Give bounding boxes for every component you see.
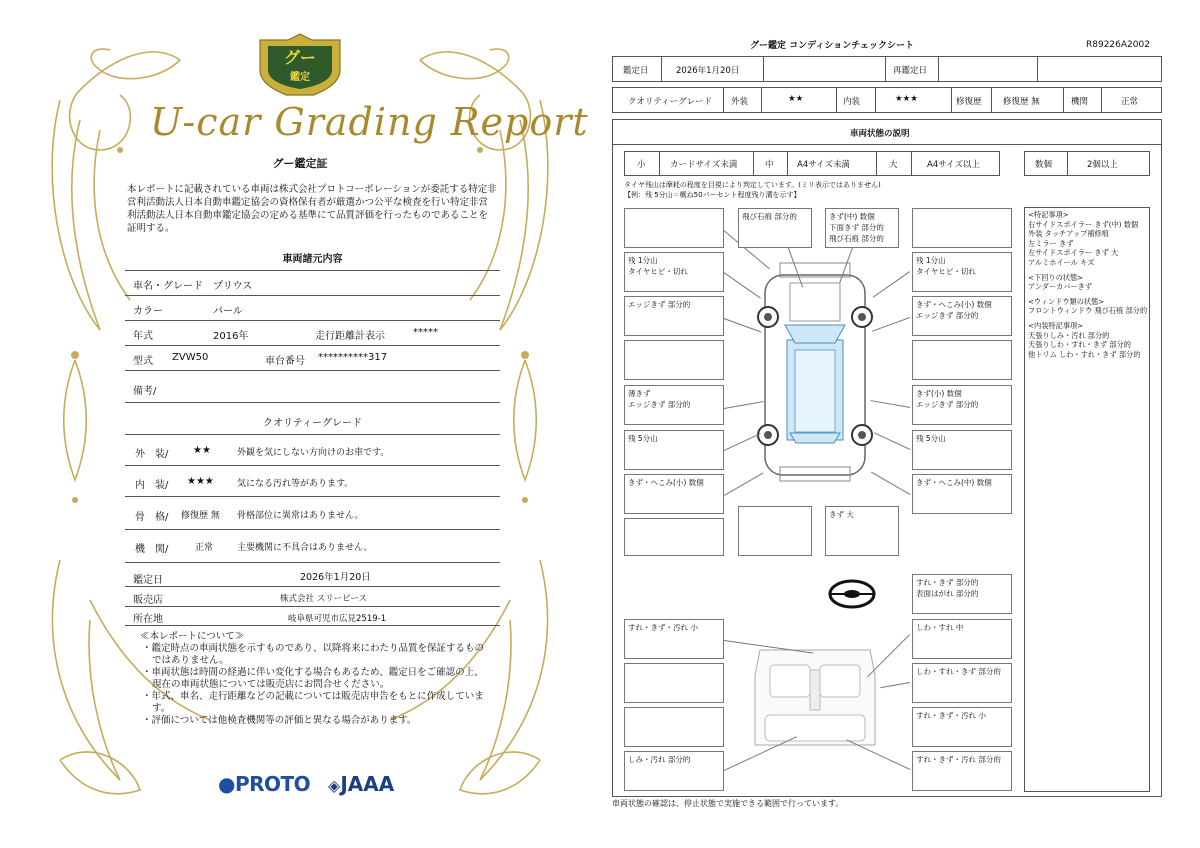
engine-label: 機 関/ <box>135 544 169 555</box>
condition-box-right-front-tire: 残 1分山 タイヤヒビ・切れ <box>912 252 1012 292</box>
size-small: 小 <box>637 160 646 170</box>
int-label: 内装 <box>843 97 861 107</box>
steering-wheel-icon <box>827 578 877 610</box>
count-desc: 2個以上 <box>1087 160 1118 170</box>
color-value: パール <box>213 306 243 317</box>
note-item: ・車両状態は時間の経過に伴い変化する場合もあるため、鑑定日をご確認の上、現在の車両状態については販売店にお問合せください。 <box>142 667 484 690</box>
condition-box-steering: すれ・きず 部分的 表面はがれ 部分的 <box>912 574 1012 614</box>
model-label: 型式 <box>133 356 153 367</box>
condition-box <box>624 340 724 380</box>
engine-row <box>125 530 500 563</box>
count-legend <box>1024 151 1150 176</box>
size-legend <box>624 151 1000 176</box>
chassis-value: **********317 <box>318 352 388 363</box>
exterior-stars: ★★ <box>193 445 211 456</box>
condition-box <box>624 707 724 747</box>
report-title: U-car Grading Report <box>150 100 589 144</box>
note-line: アンダーカバーきず <box>1028 282 1092 292</box>
remarks-row <box>125 374 500 403</box>
special-notes <box>1028 210 1152 359</box>
exterior-row <box>125 435 500 466</box>
frame-value: 修復歴 無 <box>181 511 220 521</box>
condition-box-interior: すれ・きず・汚れ 小 <box>624 619 724 659</box>
exterior-desc: 外観を気にしない方向けのお車です。 <box>237 448 390 458</box>
color-label: カラー <box>133 306 163 317</box>
notes-heading: <特記事項> <box>1028 210 1069 219</box>
interior-label: 内 装/ <box>135 480 169 491</box>
interior-row <box>125 466 500 497</box>
shop-value: 株式会社 スリーピース <box>280 594 367 604</box>
condition-box <box>624 208 724 248</box>
frame-desc: 骨格部位に異常はありません。 <box>237 511 364 521</box>
condition-box-left-bumper: きず・へこみ(小) 数個 <box>624 474 724 514</box>
condition-box <box>624 663 724 703</box>
notes-title: ≪本レポートについて≫ <box>140 631 245 642</box>
shop-label: 販売店 <box>133 595 163 606</box>
note-item: ・鑑定時点の車両状態を示すものであり、以降将来にわたり品質を保証するものではありません。 <box>142 643 485 666</box>
notes-heading: <ウィンドウ類の状態> <box>1028 296 1105 306</box>
date-label: 鑑定日 <box>623 66 649 76</box>
grade-label: クオリティーグレード <box>628 97 713 107</box>
note-line: 他トリム しわ・すれ・きず 部分的 <box>1028 349 1141 359</box>
model-row <box>125 346 500 371</box>
condition-box <box>912 208 1012 248</box>
condition-box-interior: しみ・汚れ 部分的 <box>624 751 724 791</box>
note-line: 左ミラー きず <box>1028 238 1074 248</box>
shop-row <box>125 587 500 607</box>
engine-value: 正常 <box>195 543 214 553</box>
condition-box-interior: しわ・すれ・きず 部分的 <box>912 663 1012 703</box>
footer-note: 車両状態の確認は、停止状態で実施できる範囲で行っています。 <box>612 799 844 808</box>
repair-label: 修復歴 <box>956 97 982 107</box>
jaaa-logo: ◈JAAA <box>328 772 395 796</box>
condition-title: 車両状態の説明 <box>850 129 910 139</box>
mileage-label: 走行距離計表示 <box>315 331 385 342</box>
condition-box-left-rear-tire: 残 5分山 <box>624 430 724 470</box>
car-name-value: プリウス <box>213 281 253 292</box>
int-value: ★★★ <box>895 94 918 104</box>
svg-text:グー: グー <box>283 48 317 67</box>
frame-row <box>125 498 500 530</box>
notes-heading: <内装特記事項> <box>1028 320 1084 330</box>
recheck-label: 再鑑定日 <box>893 66 928 76</box>
engine-label: 機関 <box>1071 97 1089 107</box>
year-label: 年式 <box>133 331 153 342</box>
tire-example: 【例：残 5分山＝概ね50パーセント程度残り溝を示す】 <box>624 191 801 199</box>
repair-value: 修復歴 無 <box>1003 97 1040 107</box>
certification-text: 本レポートに記載されている車両は株式会社プロトコーポレーションが委託する特定非営利活動法人日本自動車鑑定協会の資格保有者が厳選かつ公平な検査を行い特定非営利活動法人日本自動車鑑定協会の定める基準にて品質評価を行ったものであることを証明する。 <box>127 184 497 234</box>
engine-desc: 主要機関に不具合はありません。 <box>237 543 373 553</box>
date-label: 鑑定日 <box>133 575 163 586</box>
note-line: 外装 タッチアップ補修痕 <box>1028 229 1109 239</box>
condition-box-right-rear-tire: 残 5分山 <box>912 430 1012 470</box>
condition-box-left-front: エッジきず 部分的 <box>624 296 724 336</box>
interior-stars: ★★★ <box>187 476 214 487</box>
size-mid-desc: A4サイズ未満 <box>797 160 851 170</box>
notes-heading: <下回りの状態> <box>1028 272 1084 282</box>
count-label: 数個 <box>1035 160 1053 170</box>
report-subtitle: グー鑑定証 <box>272 157 328 170</box>
frame-label: 骨 格/ <box>135 512 169 523</box>
color-row <box>125 296 500 321</box>
interior-desc: 気になる汚れ等があります。 <box>237 479 354 489</box>
specs-title: 車両諸元内容 <box>282 254 343 265</box>
date-value: 2026年1月20日 <box>300 572 371 583</box>
remarks-label: 備考/ <box>133 386 157 397</box>
quality-title: クオリティーグレード <box>263 418 362 429</box>
year-value: 2016年 <box>213 331 249 342</box>
note-line: 天張りしわ・すれ・きず 部分的 <box>1028 340 1131 350</box>
sheet-id: R89226A2002 <box>1086 40 1150 50</box>
note-line: アルミホイール キズ <box>1028 257 1095 267</box>
size-mid: 中 <box>765 160 774 170</box>
note-line: 天張りしみ・汚れ 部分的 <box>1028 330 1110 340</box>
location-label: 所在地 <box>133 614 163 625</box>
note-line: 左サイドスポイラー きず 大 <box>1028 248 1119 258</box>
exterior-label: 外 装/ <box>135 449 169 460</box>
condition-box-interior: すれ・きず・汚れ 小 <box>912 707 1012 747</box>
size-large-desc: A4サイズ以上 <box>927 160 981 170</box>
chassis-label: 車台番号 <box>265 356 305 367</box>
year-row <box>125 321 500 346</box>
condition-box-front-glass: 飛び石痕 部分的 <box>738 208 812 248</box>
note-line: フロントウィンドウ 飛び石痕 部分的 <box>1028 306 1148 316</box>
date-row <box>125 565 500 587</box>
condition-box-right-front: きず・へこみ(小) 数個 エッジきず 部分的 <box>912 296 1012 336</box>
condition-box-left-rear: 薄きず エッジきず 部分的 <box>624 385 724 425</box>
condition-box-rear: きず 大 <box>825 506 899 556</box>
location-row <box>125 607 500 626</box>
size-large: 大 <box>889 160 898 170</box>
ext-value: ★★ <box>788 94 804 104</box>
ext-label: 外装 <box>731 97 749 107</box>
tire-note: タイヤ残山は摩耗の程度を目視により判定しています。(ミリ表示ではありません) <box>624 181 881 189</box>
condition-box <box>912 340 1012 380</box>
condition-box-right-rear: きず(小) 数個 エッジきず 部分的 <box>912 385 1012 425</box>
condition-box-interior: すれ・きず・汚れ 部分的 <box>912 751 1012 791</box>
report-notes <box>140 631 490 727</box>
condition-box-front: きず(中) 数個 下面きず 部分的 飛び石痕 部分的 <box>825 208 899 248</box>
note-item: ・年式、車名、走行距離などの記載については販売店申告をもとに作成しています。 <box>142 691 484 714</box>
proto-logo: ●PROTO <box>218 772 311 796</box>
car-name-row <box>125 271 500 296</box>
note-line: 右サイドスポイラー きず(中) 数個 <box>1028 219 1139 229</box>
location-value: 岐阜県可児市広見2519-1 <box>288 614 387 624</box>
date-value: 2026年1月20日 <box>676 66 740 76</box>
car-name-label: 車名・グレード <box>133 281 203 292</box>
model-value: ZVW50 <box>172 352 209 363</box>
sheet-title: グー鑑定 コンディションチェックシート <box>750 41 914 51</box>
grade-table <box>612 87 1162 113</box>
mileage-value: ***** <box>413 327 438 338</box>
condition-box <box>738 506 812 556</box>
note-item: ・評価については他検査機関等の評価と異なる場合があります。 <box>142 715 417 726</box>
condition-check-sheet <box>600 0 1200 848</box>
condition-box-left-front-tire: 残 1分山 タイヤヒビ・切れ <box>624 252 724 292</box>
condition-box <box>624 518 724 556</box>
engine-value: 正常 <box>1121 97 1139 107</box>
condition-box-interior: しわ・すれ 中 <box>912 619 1012 659</box>
car-top-view-diagram <box>750 255 880 490</box>
date-table <box>612 56 1162 82</box>
svg-text:鑑定: 鑑定 <box>290 72 310 83</box>
size-small-desc: カードサイズ未満 <box>670 160 738 170</box>
condition-box-right-bumper: きず・へこみ(中) 数個 <box>912 474 1012 514</box>
